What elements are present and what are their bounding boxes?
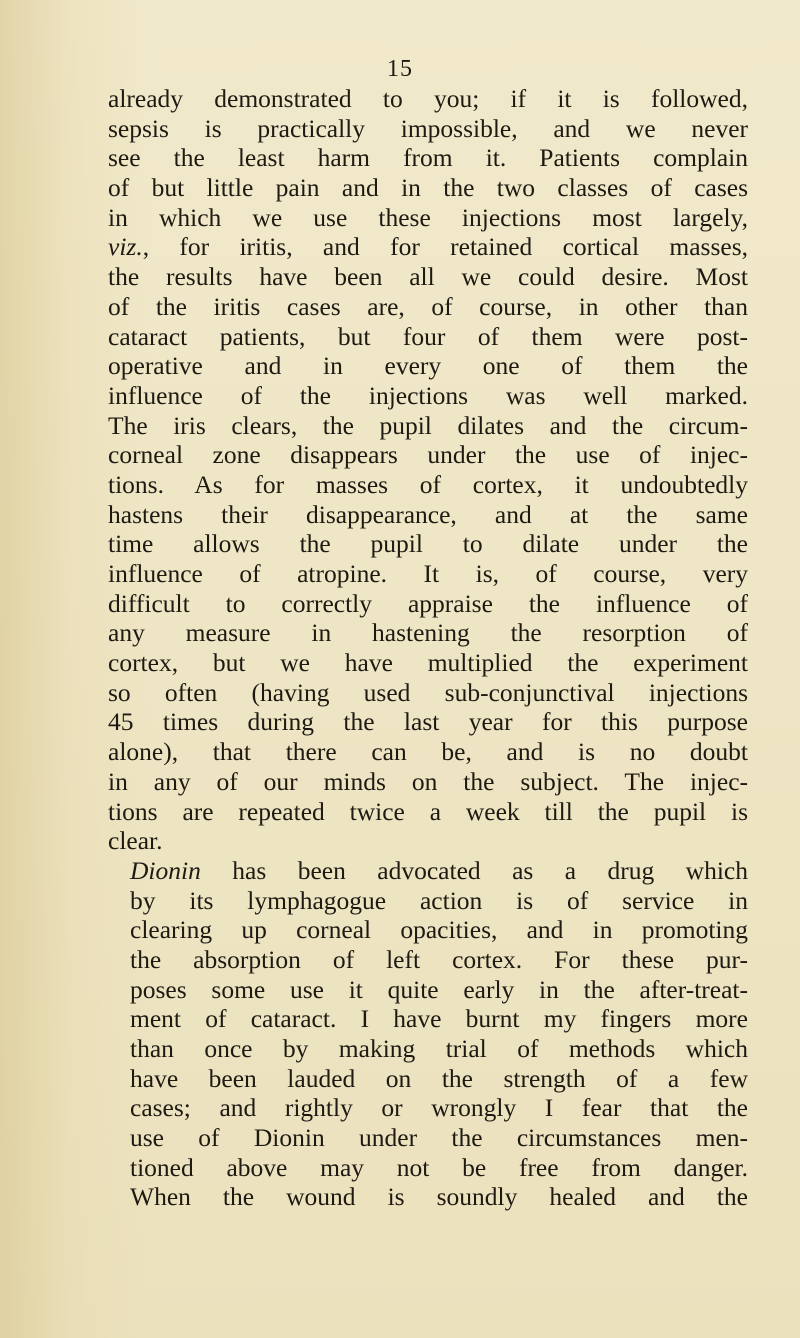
- text-line: so often (having used sub-conjunctival injections: [108, 677, 748, 707]
- text-line: influence of the injections was well marked.: [108, 380, 748, 410]
- text-line: cases; and rightly or wrongly I fear that the: [130, 1093, 748, 1123]
- text-line: [108, 232, 748, 262]
- text-line: in any of our minds on the subject. The injec-: [108, 766, 748, 796]
- text-line: The iris clears, the pupil dilates and the circum-: [108, 410, 748, 440]
- text-line: operative and in every one of them the: [108, 351, 748, 381]
- text-line: corneal zone disappears under the use of injec-: [108, 440, 748, 470]
- text-line-rest: has been advocated as a drug which: [200, 855, 748, 885]
- text-line: hastens their disappearance, and at the same: [108, 499, 748, 529]
- italic-drug-name: Dionin: [130, 855, 201, 885]
- text-line: tions. As for masses of cortex, it undoubtedly: [108, 469, 748, 499]
- text-line: tioned above may not be free from danger.: [130, 1152, 748, 1182]
- text-line: poses some use it quite early in the after-treat-: [130, 974, 748, 1004]
- text-line: time allows the pupil to dilate under the: [108, 529, 748, 559]
- text-line: tions are repeated twice a week till the pupil is: [108, 796, 748, 826]
- text-line: sepsis is practically impossible, and we never: [108, 113, 748, 143]
- text-line: alone), that there can be, and is no doubt: [108, 737, 748, 767]
- text-line-rest: , for iritis, and for retained cortical masses,: [142, 232, 748, 262]
- page-number: 15: [387, 56, 413, 82]
- body-text: [108, 84, 748, 1212]
- text-line: cataract patients, but four of them were post-: [108, 321, 748, 351]
- italic-abbreviation: viz.: [108, 232, 143, 262]
- text-line: the results have been all we could desire. Most: [108, 262, 748, 292]
- text-line: in which we use these injections most largely,: [108, 202, 748, 232]
- text-line: difficult to correctly appraise the influence of: [108, 588, 748, 618]
- text-line: ment of cataract. I have burnt my fingers more: [130, 1004, 748, 1034]
- text-line: influence of atropine. It is, of course, very: [108, 559, 748, 588]
- text-line: of but little pain and in the two classes of cases: [108, 173, 748, 203]
- paragraph-end-line: clear.: [108, 826, 163, 856]
- text-line: cortex, but we have multiplied the experiment: [108, 648, 748, 678]
- text-line: the absorption of left cortex. For these pur-: [130, 944, 748, 974]
- text-line: see the least harm from it. Patients complain: [108, 143, 748, 173]
- text-line: 45 times during the last year for this purpose: [108, 707, 748, 737]
- paragraph-start-line: [108, 856, 748, 886]
- text-line: than once by making trial of methods which: [130, 1034, 748, 1063]
- text-line: by its lymphagogue action is of service in: [130, 885, 748, 915]
- text-line: have been lauded on the strength of a few: [130, 1063, 748, 1093]
- text-line: of the iritis cases are, of course, in other than: [108, 291, 748, 321]
- text-line: When the wound is soundly healed and the: [130, 1182, 748, 1212]
- text-line: clearing up corneal opacities, and in promoting: [130, 915, 748, 945]
- text-line: any measure in hastening the resorption of: [108, 618, 748, 648]
- text-line: use of Dionin under the circumstances men-: [130, 1123, 748, 1153]
- text-line: already demonstrated to you; if it is followed,: [108, 84, 748, 113]
